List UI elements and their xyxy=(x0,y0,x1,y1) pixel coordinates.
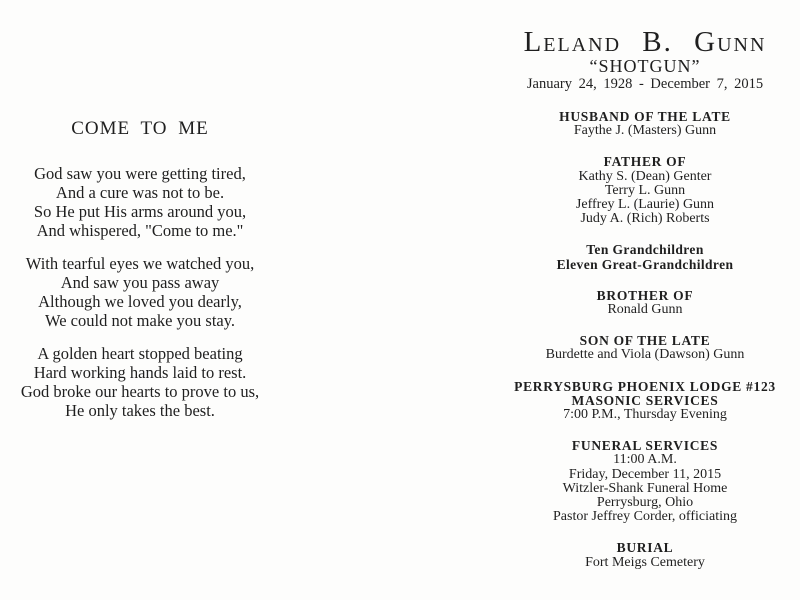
obituary-page xyxy=(497,0,793,587)
poem-line: Although we loved you dearly, xyxy=(38,292,242,311)
section-line: Kathy S. (Dean) Genter xyxy=(578,168,712,184)
section-heading: BROTHER OF xyxy=(596,287,694,303)
section-line: Burdette and Viola (Dawson) Gunn xyxy=(545,347,745,363)
poem-stanza xyxy=(0,164,280,240)
section-heading: MASONIC SERVICES xyxy=(571,392,719,408)
poem-line: God broke our hearts to prove to us, xyxy=(20,382,260,401)
poem-line: He only takes the best. xyxy=(65,401,215,420)
section-line: 11:00 A.M. xyxy=(613,452,677,468)
poem-line: So He put His arms around you, xyxy=(33,202,247,221)
section-line: Faythe J. (Masters) Gunn xyxy=(573,123,717,139)
section-heading: FATHER OF xyxy=(603,154,687,170)
section-line: Ten Grandchildren xyxy=(586,242,704,258)
poem-line: God saw you were getting tired, xyxy=(34,164,246,183)
obituary-section xyxy=(497,334,793,362)
section-line: Fort Meigs Cemetery xyxy=(585,554,705,570)
section-heading: BURIAL xyxy=(616,540,674,556)
poem-title: COME TO ME xyxy=(71,118,209,139)
section-line: Friday, December 11, 2015 xyxy=(568,466,722,482)
obituary-section xyxy=(497,380,793,423)
deceased-nickname: “SHOTGUN” xyxy=(589,56,701,76)
section-line: Ronald Gunn xyxy=(607,302,683,318)
section-heading: PERRYSBURG PHOENIX LODGE #123 xyxy=(514,378,776,394)
obituary-section xyxy=(497,110,793,138)
section-line: Terry L. Gunn xyxy=(604,182,686,198)
section-line: Perrysburg, Ohio xyxy=(596,495,694,511)
poem-body xyxy=(0,164,280,420)
poem-line: Hard working hands laid to rest. xyxy=(33,363,247,382)
poem-line: With tearful eyes we watched you, xyxy=(25,254,255,273)
poem-stanza xyxy=(0,344,280,420)
poem-stanza xyxy=(0,254,280,330)
section-line: Eleven Great-Grandchildren xyxy=(556,256,734,272)
section-line: Witzler-Shank Funeral Home xyxy=(562,480,728,496)
life-dates: January 24, 1928 - December 7, 2015 xyxy=(526,76,764,92)
section-line: Jeffrey L. (Laurie) Gunn xyxy=(575,197,715,213)
deceased-name: Leland B. Gunn xyxy=(523,26,767,58)
obituary-section xyxy=(497,243,793,271)
poem-line: We could not make you stay. xyxy=(44,311,236,330)
section-heading: FUNERAL SERVICES xyxy=(571,438,719,454)
section-line: Judy A. (Rich) Roberts xyxy=(580,211,710,227)
section-heading: SON OF THE LATE xyxy=(579,333,711,349)
poem-line: A golden heart stopped beating xyxy=(37,344,243,363)
poem-line: And a cure was not to be. xyxy=(55,183,225,202)
poem-line: And whispered, "Come to me." xyxy=(36,221,244,240)
section-line: Pastor Jeffrey Corder, officiating xyxy=(553,509,737,525)
obituary-section xyxy=(497,439,793,524)
poem-line: And saw you pass away xyxy=(60,273,220,292)
section-heading: HUSBAND OF THE LATE xyxy=(559,109,731,124)
obituary-sections xyxy=(497,110,793,570)
section-line: 7:00 P.M., Thursday Evening xyxy=(563,407,727,423)
obituary-section xyxy=(497,541,793,569)
obituary-section xyxy=(497,155,793,226)
obituary-section xyxy=(497,289,793,317)
poem-page xyxy=(0,0,280,434)
